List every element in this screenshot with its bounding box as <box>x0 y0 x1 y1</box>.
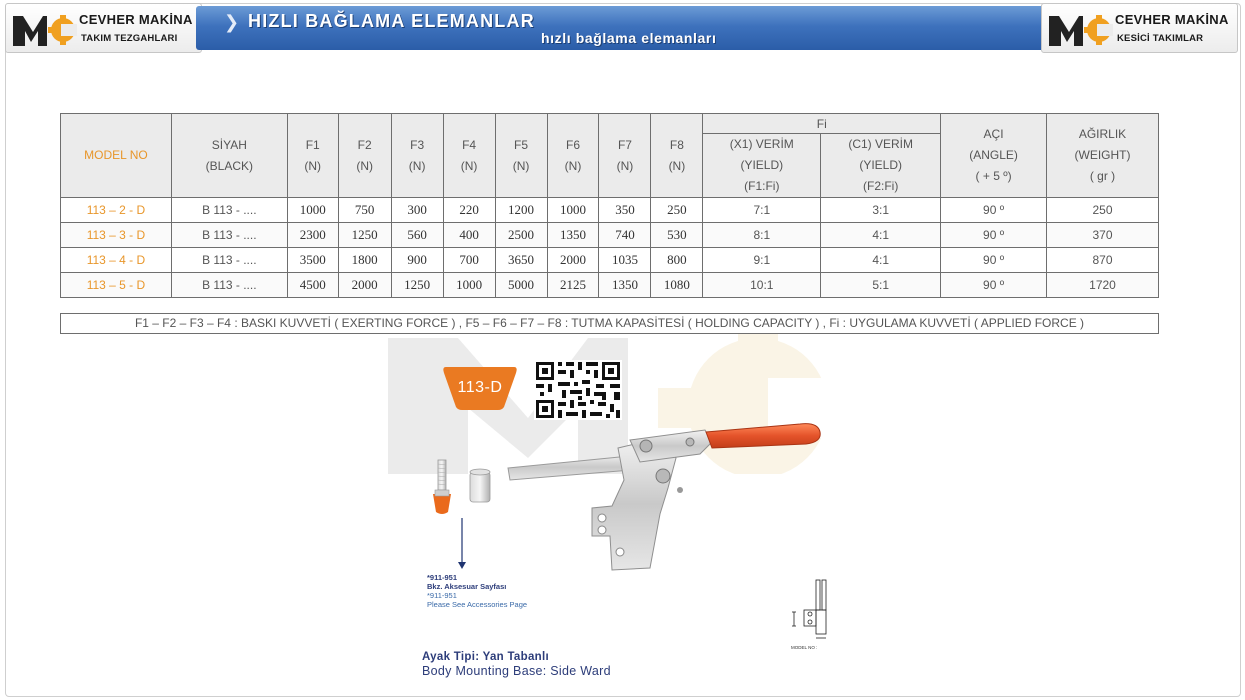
col-x1: (X1) VERİM (YIELD) (F1:Fi) <box>703 134 821 198</box>
cell-f7: 1350 <box>599 273 651 298</box>
technical-drawing-icon <box>786 578 836 650</box>
table-row <box>61 223 1159 248</box>
table-row <box>61 248 1159 273</box>
cell-f1: 1000 <box>287 198 338 223</box>
cell-f8: 1080 <box>651 273 703 298</box>
cell-f5: 1200 <box>495 198 547 223</box>
cell-x1: 10:1 <box>703 273 821 298</box>
accessory-note-tr: Bkz. Aksesuar Sayfası <box>427 582 507 591</box>
accessory-code: *911-951 <box>427 573 458 582</box>
cell-x1: 8:1 <box>703 223 821 248</box>
cell-aci: 90 º <box>941 198 1047 223</box>
col-c1: (C1) VERİM (YIELD) (F2:Fi) <box>821 134 941 198</box>
cell-f1: 4500 <box>287 273 338 298</box>
cell-f4: 1000 <box>443 273 495 298</box>
cell-f8: 800 <box>651 248 703 273</box>
cell-aci: 90 º <box>941 223 1047 248</box>
cell-f2: 1250 <box>338 223 391 248</box>
cell-siyah: B 113 - .... <box>171 223 287 248</box>
accessory-code-en: *911-951 <box>427 591 457 600</box>
cell-f4: 400 <box>443 223 495 248</box>
table-row <box>61 273 1159 298</box>
cell-model: 113 – 2 - D <box>61 198 172 223</box>
cell-model: 113 – 5 - D <box>61 273 172 298</box>
cell-f3: 300 <box>391 198 443 223</box>
cell-x1: 9:1 <box>703 248 821 273</box>
brand-logo-left[interactable] <box>5 3 202 53</box>
brand-tagline: TAKIM TEZGAHLARI <box>81 33 178 44</box>
cell-f5: 5000 <box>495 273 547 298</box>
toggle-clamp-image <box>500 418 830 578</box>
col-f8: F8 (N) <box>651 114 703 198</box>
mount-type-en: Body Mounting Base: Side Ward <box>422 664 611 678</box>
col-group-fi: Fi <box>703 114 941 134</box>
page-subtitle: hızlı bağlama elemanları <box>541 30 717 46</box>
cevher-logo-icon <box>11 12 77 48</box>
cell-agirlik: 1720 <box>1047 273 1159 298</box>
cell-f6: 2000 <box>547 248 599 273</box>
cell-f3: 1250 <box>391 273 443 298</box>
brand-tagline: KESİCİ TAKIMLAR <box>1117 33 1204 44</box>
force-legend: F1 – F2 – F3 – F4 : BASKI KUVVETİ ( EXERTING FORCE ) , F5 – F6 – F7 – F8 : TUTMA KAPASİTESİ ( HOLDING CAPACITY ) , Fi : UYGULAMA KUVVETİ ( APPLIED FORCE ) <box>60 313 1159 334</box>
brand-name: CEVHER MAKİNA <box>79 12 193 27</box>
cell-f7: 1035 <box>599 248 651 273</box>
cell-f3: 560 <box>391 223 443 248</box>
cell-c1: 4:1 <box>821 223 941 248</box>
spindle-accessory-image <box>428 456 500 571</box>
cell-f6: 2125 <box>547 273 599 298</box>
col-f1: F1 (N) <box>287 114 338 198</box>
cell-aci: 90 º <box>941 248 1047 273</box>
col-siyah: SİYAH (BLACK) <box>171 114 287 198</box>
cell-siyah: B 113 - .... <box>171 198 287 223</box>
spec-table <box>60 113 1159 298</box>
col-f3: F3 (N) <box>391 114 443 198</box>
cell-f8: 530 <box>651 223 703 248</box>
cell-f2: 2000 <box>338 273 391 298</box>
cell-c1: 5:1 <box>821 273 941 298</box>
cell-f7: 740 <box>599 223 651 248</box>
cell-f4: 700 <box>443 248 495 273</box>
cell-f6: 1350 <box>547 223 599 248</box>
cell-agirlik: 250 <box>1047 198 1159 223</box>
col-f5: F5 (N) <box>495 114 547 198</box>
cell-c1: 3:1 <box>821 198 941 223</box>
cell-aci: 90 º <box>941 273 1047 298</box>
col-agirlik: AĞIRLIK (WEIGHT) ( gr ) <box>1047 114 1159 198</box>
cell-f5: 2500 <box>495 223 547 248</box>
cell-siyah: B 113 - .... <box>171 248 287 273</box>
accessory-note-en: Please See Accessories Page <box>427 600 528 609</box>
brand-logo-right[interactable] <box>1041 3 1238 53</box>
cell-f5: 3650 <box>495 248 547 273</box>
mount-type-tr: Ayak Tipi: Yan Tabanlı <box>422 651 549 663</box>
model-badge: 113-D <box>457 379 503 396</box>
cell-c1: 4:1 <box>821 248 941 273</box>
cell-f6: 1000 <box>547 198 599 223</box>
cell-f8: 250 <box>651 198 703 223</box>
cell-f2: 1800 <box>338 248 391 273</box>
table-header-row <box>61 114 1159 134</box>
cevher-logo-icon <box>1047 12 1113 48</box>
col-f4: F4 (N) <box>443 114 495 198</box>
col-f6: F6 (N) <box>547 114 599 198</box>
cell-agirlik: 370 <box>1047 223 1159 248</box>
cell-f3: 900 <box>391 248 443 273</box>
page-title: HIZLI BAĞLAMA ELEMANLAR <box>248 11 535 31</box>
chevron-right-icon: ❯ <box>224 12 240 32</box>
brand-name: CEVHER MAKİNA <box>1115 12 1229 27</box>
cell-f4: 220 <box>443 198 495 223</box>
cell-x1: 7:1 <box>703 198 821 223</box>
col-f2: F2 (N) <box>338 114 391 198</box>
cell-f1: 2300 <box>287 223 338 248</box>
page-header <box>0 0 1245 56</box>
qr-code-icon[interactable] <box>534 360 622 420</box>
table-row <box>61 198 1159 223</box>
cell-f1: 3500 <box>287 248 338 273</box>
cell-model: 113 – 4 - D <box>61 248 172 273</box>
cell-f2: 750 <box>338 198 391 223</box>
cell-f7: 350 <box>599 198 651 223</box>
col-model: MODEL NO <box>61 114 172 198</box>
cell-siyah: B 113 - .... <box>171 273 287 298</box>
col-aci: AÇI (ANGLE) ( + 5 º) <box>941 114 1047 198</box>
col-f7: F7 (N) <box>599 114 651 198</box>
cell-model: 113 – 3 - D <box>61 223 172 248</box>
drawing-model-label: MODEL NO : <box>791 645 818 650</box>
cell-agirlik: 870 <box>1047 248 1159 273</box>
title-banner <box>196 6 1044 50</box>
